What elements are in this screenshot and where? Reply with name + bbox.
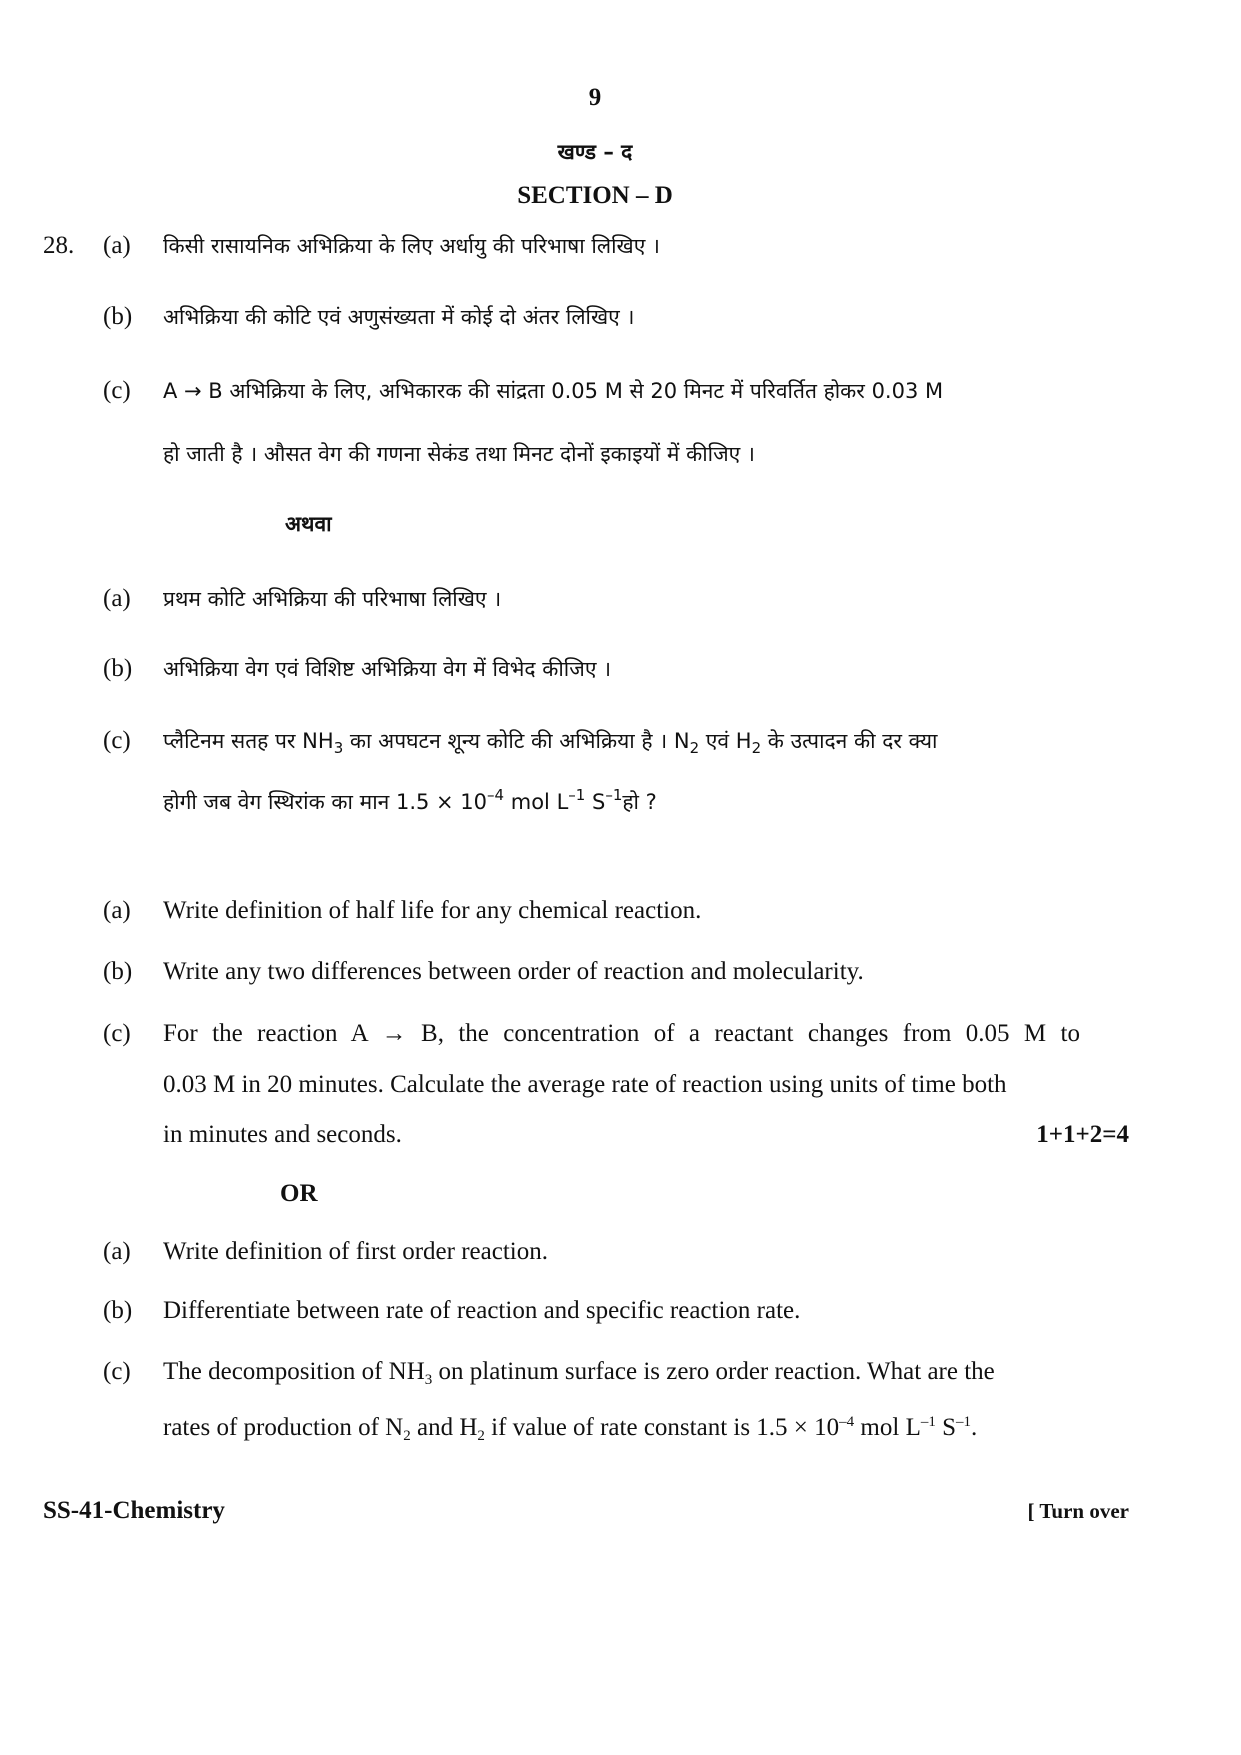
english-b2-text: Differentiate between rate of reaction and specific reaction rate. bbox=[163, 1297, 801, 1324]
hindi-b2-label: (b) bbox=[103, 655, 133, 682]
hindi-b-text: अभिक्रिया की कोटि एवं अणुसंख्यता में कोई दो अंतर लिखिए । bbox=[163, 305, 635, 329]
hindi-b2-text: अभिक्रिया वेग एवं विशिष्ट अभिक्रिया वेग में विभेद कीजिए । bbox=[163, 657, 612, 681]
hindi-or: अथवा bbox=[285, 512, 332, 536]
english-c-label: (c) bbox=[103, 1020, 131, 1047]
english-c-line3: in minutes and seconds. bbox=[163, 1121, 402, 1148]
english-b-label: (b) bbox=[103, 958, 133, 985]
hindi-a2-label: (a) bbox=[103, 585, 131, 612]
english-a-text: Write definition of half life for any chemical reaction. bbox=[163, 897, 702, 924]
section-title-hindi: खण्ड – द bbox=[557, 140, 633, 164]
english-a2-text: Write definition of first order reaction. bbox=[163, 1238, 548, 1265]
english-c2-label: (c) bbox=[103, 1358, 131, 1385]
hindi-c-line2: हो जाती है । औसत वेग की गणना सेकंड तथा मिनट दोनों इकाइयों में कीजिए । bbox=[163, 442, 755, 466]
page-number: 9 bbox=[588, 84, 602, 111]
hindi-c-label: (c) bbox=[103, 377, 131, 404]
section-title-english: SECTION – D bbox=[517, 182, 673, 209]
english-c2-line1: The decomposition of $NH_3$ on platinum surface is zero order reaction. What are the bbox=[163, 1358, 995, 1388]
english-c-line2: 0.03 M in 20 minutes. Calculate the average rate of reaction using units of time both bbox=[163, 1071, 1007, 1098]
hindi-a2-text: प्रथम कोटि अभिक्रिया की परिभाषा लिखिए । bbox=[163, 587, 502, 611]
english-a-label: (a) bbox=[103, 897, 131, 924]
hindi-a-label: (a) bbox=[103, 232, 131, 259]
hindi-a-text: किसी रासायनिक अभिक्रिया के लिए अर्धायु की परिभाषा लिखिए । bbox=[163, 234, 660, 258]
english-c2-line2: rates of production of $N_2$ and $H_2$ if value of rate constant is $1.5 \times 10^{-4}$ mol $L^{-1}$ $S^{-1}$. bbox=[163, 1414, 978, 1444]
paper-code: SS-41-Chemistry bbox=[43, 1497, 225, 1524]
hindi-c-line1: A → B अभिक्रिया के लिए, अभिकारक की सांद्रता 0.05 M से 20 मिनट में परिवर्तित होकर 0.03 M bbox=[163, 379, 944, 403]
turn-over: [ Turn over bbox=[1027, 1499, 1129, 1523]
english-b-text: Write any two differences between order of reaction and molecularity. bbox=[163, 958, 864, 985]
hindi-c2-line2: होगी जब वेग स्थिरांक का मान $1.5 \times 10^{-4}$ mol $L^{-1}$ $S^{-1}हो$ ? bbox=[163, 786, 657, 814]
hindi-c2-line1: प्लैटिनम सतह पर $NH_3$ का अपघटन शून्य कोटि की अभिक्रिया है । $N_2$ एवं $H_2$ के उत्पादन की दर क्या bbox=[163, 729, 938, 757]
english-c-line1: For the reaction A → B, the concentration of a reactant changes from 0.05 M to bbox=[163, 1020, 1080, 1047]
hindi-b-label: (b) bbox=[103, 303, 133, 330]
english-a2-label: (a) bbox=[103, 1238, 131, 1265]
english-or: OR bbox=[280, 1180, 318, 1207]
english-b2-label: (b) bbox=[103, 1297, 133, 1324]
hindi-c2-label: (c) bbox=[103, 727, 131, 754]
question-number: 28. bbox=[43, 232, 75, 259]
marks: 1+1+2=4 bbox=[1036, 1121, 1129, 1148]
